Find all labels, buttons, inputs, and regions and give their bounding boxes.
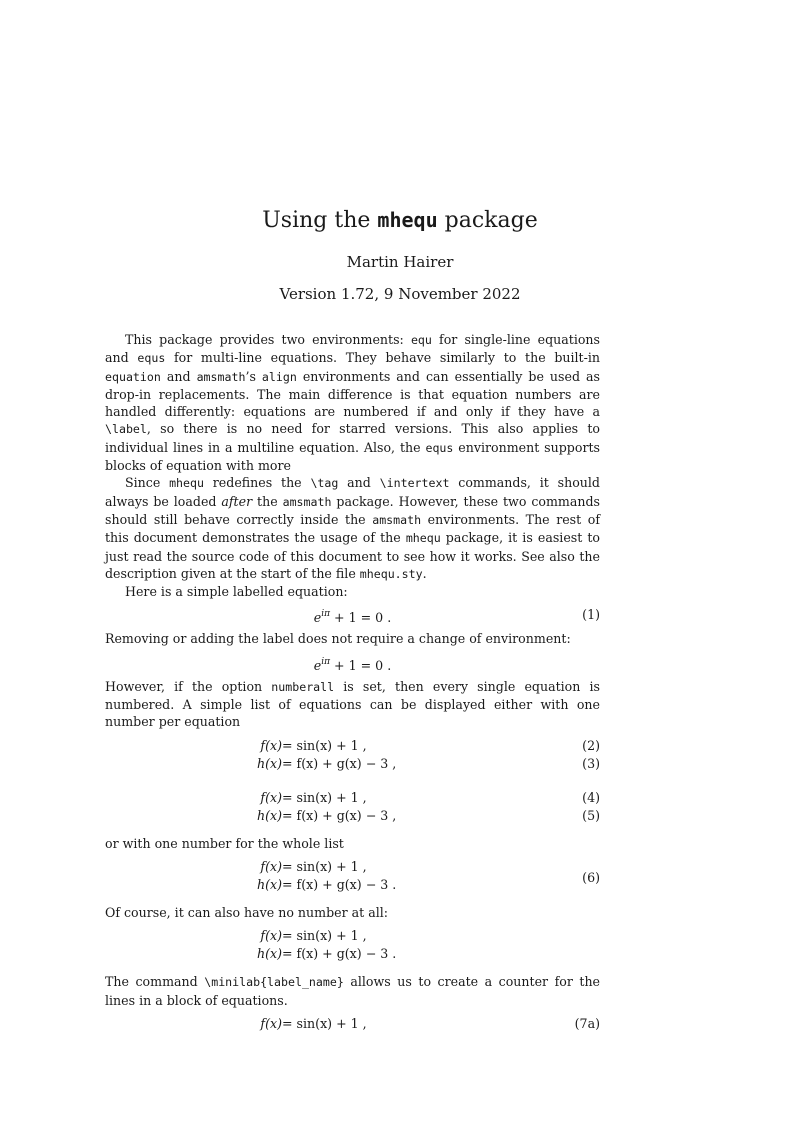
code-run: \intertext <box>379 476 450 491</box>
code-run: \minilab{label_name} <box>204 975 344 990</box>
equation-row <box>105 789 600 807</box>
code-run: mhequ <box>405 531 441 546</box>
math-base: e <box>313 657 322 673</box>
text-run: is set, then every single equation is numbered. A simple list of equations can be displayed either with one number per equation <box>105 678 600 730</box>
equation-number: (4) <box>582 789 600 805</box>
code-run: mhequ <box>169 476 204 491</box>
equation-number: (6) <box>582 869 600 885</box>
code-run: equation <box>105 369 161 384</box>
text-run: and <box>338 475 380 491</box>
code-run: equ <box>410 333 432 347</box>
text-run: package. However, these two commands should still behave correctly inside the <box>105 493 600 527</box>
text-run: This package provides two environments: <box>125 332 411 347</box>
equation-row <box>105 876 600 894</box>
equation-lhs: h(x) <box>256 755 282 771</box>
text-run: . <box>422 565 427 581</box>
author-name: Martin Hairer <box>346 253 454 271</box>
equation-number: (1) <box>582 607 600 623</box>
text-run: , so there is no need for starred versions. This also applies to individual lines in a multiline equation. Also, the <box>105 421 600 455</box>
paragraph-numberall <box>105 678 600 731</box>
equation-rhs: = sin(x) + 1 , <box>282 789 367 805</box>
document-title <box>0 204 800 237</box>
equation-row <box>105 927 600 945</box>
equation-rhs: = sin(x) + 1 , <box>282 1015 367 1031</box>
equation-block-minilab <box>105 1015 600 1033</box>
code-run: align <box>261 369 297 384</box>
paragraph-loading-order <box>105 474 600 583</box>
equation-lhs: h(x) <box>256 946 282 962</box>
text-run: for single-line equations and <box>105 332 601 366</box>
equation-row <box>105 1015 600 1033</box>
title-prefix: Using the <box>262 208 371 233</box>
equation-block-a <box>105 737 600 773</box>
text-run: and <box>160 368 197 384</box>
text-run: However, if the option <box>105 678 272 694</box>
code-run: equs <box>425 440 454 455</box>
equation-euler-formula <box>105 654 600 674</box>
paragraph-simple-labelled: Here is a simple labelled equation: <box>125 584 348 600</box>
code-run: equs <box>137 351 166 366</box>
equation-block-unnumbered <box>105 927 600 963</box>
equation-euler-formula <box>105 606 600 626</box>
equation-lhs: f(x) <box>260 858 282 874</box>
version-date: Version 1.72, 9 November 2022 <box>279 285 521 303</box>
equation-rhs: = f(x) + g(x) − 3 , <box>282 807 397 823</box>
equation-block-b <box>105 789 600 825</box>
code-run: mhequ.sty <box>359 566 423 581</box>
title-suffix: package <box>444 208 538 233</box>
math-exponent: iπ <box>321 656 331 667</box>
text-run: environments. The rest of this document demonstrates the usage of the <box>105 511 601 546</box>
text-run: the <box>252 493 283 509</box>
math-exponent: iπ <box>321 609 331 620</box>
code-run: amsmath <box>282 494 332 509</box>
equation-lhs: f(x) <box>260 1015 282 1031</box>
text-run: allows us to create a counter for the lines in a block of equations. <box>105 974 601 1008</box>
math-rest: + 1 = 0 . <box>330 610 392 626</box>
equation-rhs: = sin(x) + 1 , <box>282 928 367 944</box>
equation-euler-unnumbered <box>105 654 600 672</box>
math-rest: + 1 = 0 . <box>330 657 392 673</box>
equation-number: (2) <box>582 737 600 753</box>
math-base: e <box>313 610 322 626</box>
equation-row <box>105 858 600 876</box>
text-run: environment supports blocks of equation with more <box>105 439 600 474</box>
equation-euler-numbered <box>105 606 600 624</box>
paragraph-one-number: or with one number for the whole list <box>105 835 344 851</box>
equation-rhs: = f(x) + g(x) − 3 . <box>282 946 397 962</box>
document-body <box>105 331 600 1033</box>
code-run: numberall <box>271 679 335 694</box>
code-run: amsmath <box>196 369 246 384</box>
equation-row <box>105 945 600 963</box>
emphasis-run: after <box>221 493 253 509</box>
equation-rhs: = sin(x) + 1 , <box>282 737 367 753</box>
equation-rhs: = f(x) + g(x) − 3 . <box>282 876 397 892</box>
paragraph-no-number: Of course, it can also have no number at all: <box>105 904 388 920</box>
text-run: for multi-line equations. They behave similarly to the built-in <box>165 350 601 366</box>
code-run: amsmath <box>372 512 422 527</box>
equation-rhs: = sin(x) + 1 , <box>282 858 367 874</box>
code-run: \label <box>105 422 147 437</box>
equation-lhs: h(x) <box>256 807 282 823</box>
title-package-name: mhequ <box>377 208 438 232</box>
text-run: commands, it should always be loaded <box>105 475 600 509</box>
equation-number: (5) <box>582 807 600 823</box>
text-run: ’s <box>245 368 262 384</box>
equation-row <box>105 755 600 773</box>
equation-block-single-number <box>105 858 600 898</box>
equation-lhs: f(x) <box>260 737 282 753</box>
paragraph-intro <box>105 331 600 474</box>
equation-lhs: h(x) <box>256 876 282 892</box>
equation-number: (7a) <box>574 1015 600 1031</box>
paragraph-removing-label: Removing or adding the label does not require a change of environment: <box>105 631 571 647</box>
equation-number: (3) <box>582 755 600 771</box>
text-run: environments and can essentially be used as drop-in replacements. The main difference is that equation numbers are handled differently: equations are numbered if and only if they have a <box>105 368 601 420</box>
equation-lhs: f(x) <box>260 928 282 944</box>
text-run: package, it is easiest to just read the source code of this document to see how it works. See also the description given at the start of the file <box>105 530 601 581</box>
code-run: \tag <box>310 476 339 491</box>
paragraph-minilab <box>105 973 600 1009</box>
text-run: The command <box>105 974 205 990</box>
text-run: Since <box>125 475 170 491</box>
text-run: redefines the <box>203 475 311 491</box>
equation-row <box>105 807 600 825</box>
equation-row <box>105 737 600 755</box>
equation-lhs: f(x) <box>260 789 282 805</box>
equation-rhs: = f(x) + g(x) − 3 , <box>282 755 397 771</box>
